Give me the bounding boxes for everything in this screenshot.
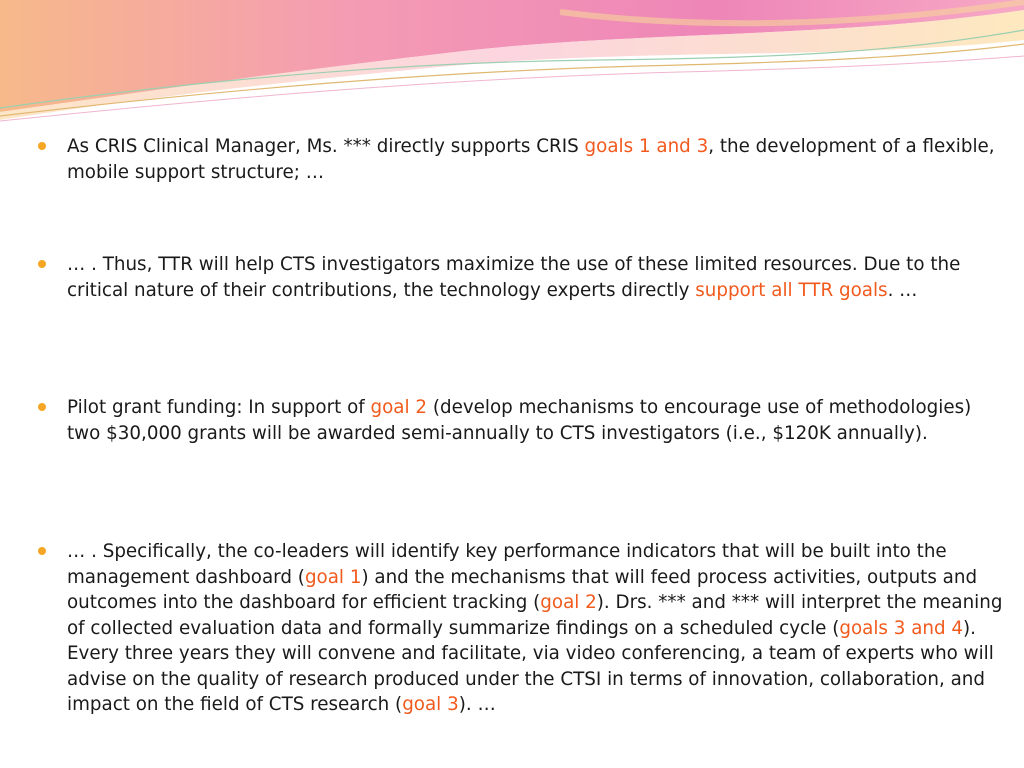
bullet-item	[38, 134, 1004, 185]
bullet-text: Pilot grant funding: In support of goal 2 (develop mechanisms to encourage use of methodologies) two $30,000 grants will be awarded semi-annually to CTS investigators (i.e., $120K annually).	[67, 397, 972, 444]
bullet-text: … . Specifically, the co-leaders will identify key performance indicators that will be built into the management dashboard (goal 1) and the mechanisms that will feed process activities, outputs and outcomes into the dashboard for efficient tracking (goal 2). Drs. *** and *** will interpret the meaning of collected evaluation data and formally summarize findings on a scheduled cycle (goals 3 and 4). Every three years they will convene and facilitate, via video conferencing, a team of experts who will advise on the quality of research produced under the CTSI in terms of innovation, collaboration, and impact on the field of CTS research (goal 3). …	[67, 541, 1003, 715]
header-wave-decoration	[0, 0, 1024, 130]
bullet-dot-icon	[38, 403, 46, 411]
bullet-dot-icon	[38, 260, 46, 268]
bullet-dot-icon	[38, 547, 46, 555]
bullet-text: … . Thus, TTR will help CTS investigators maximize the use of these limited resources. Due to the critical nature of their contributions, the technology experts directly support all TTR goals. …	[67, 254, 961, 301]
bullet-item	[38, 539, 1004, 718]
bullet-item	[38, 252, 1004, 303]
bullet-text: As CRIS Clinical Manager, Ms. *** directly supports CRIS goals 1 and 3, the development of a flexible, mobile support structure; …	[67, 136, 995, 183]
bullet-item	[38, 395, 1004, 446]
bullet-dot-icon	[38, 142, 46, 150]
